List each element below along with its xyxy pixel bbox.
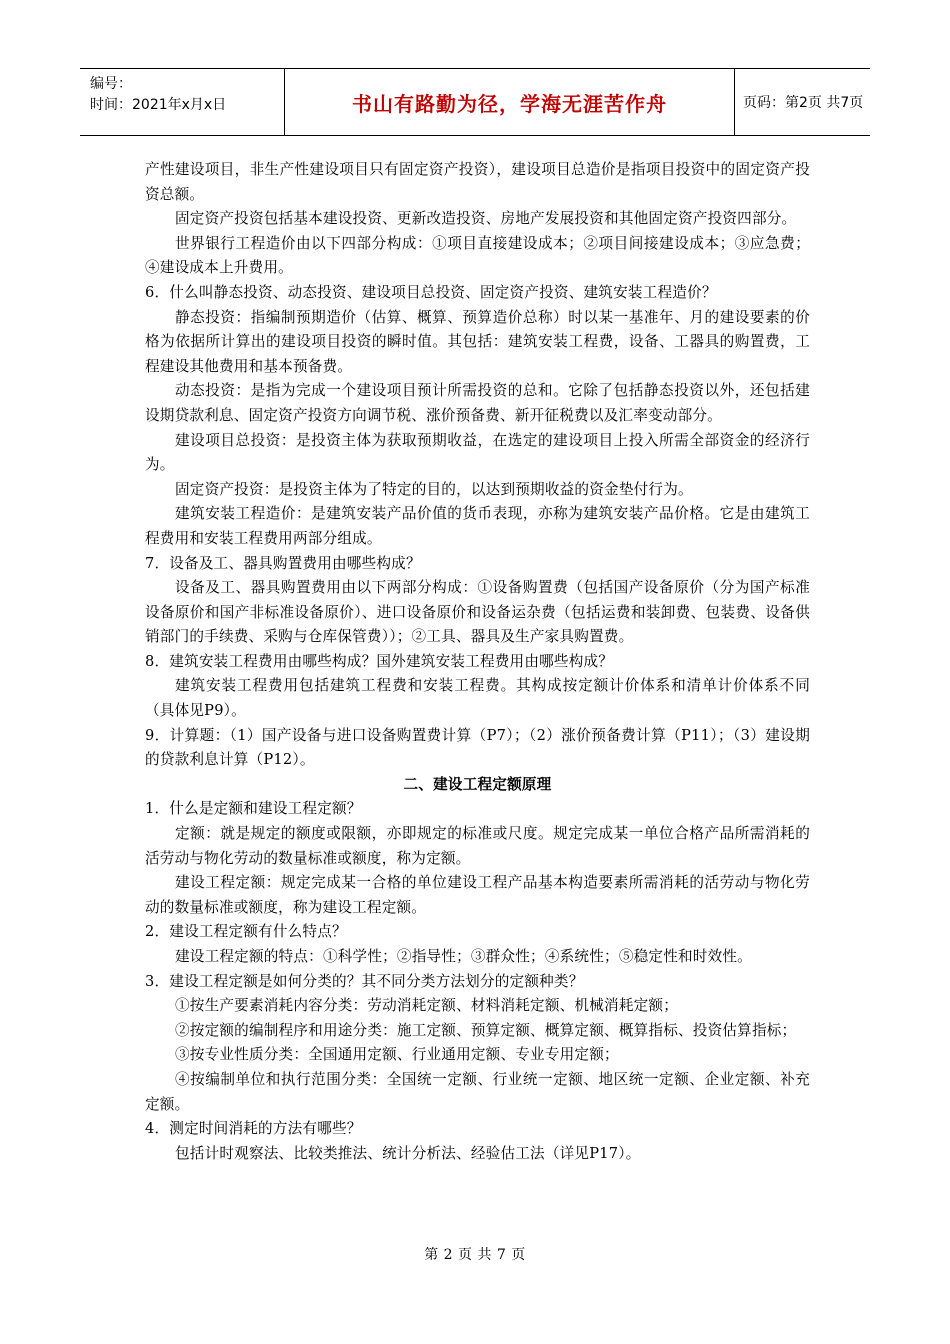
header-page-cell xyxy=(735,69,870,135)
paragraph: 固定资产投资包括基本建设投资、更新改造投资、房地产发展投资和其他固定资产投资四部分。 xyxy=(175,210,797,228)
paragraph: ③按专业性质分类：全国通用定额、行业通用定额、专业专用定额； xyxy=(175,1046,619,1064)
page-footer: 第 2 页 共 7 页 xyxy=(424,1247,526,1263)
document-body xyxy=(145,158,810,1166)
paragraph: 1．什么是定额和建设工程定额？ xyxy=(145,800,362,818)
section-heading: 二、建设工程定额原理 xyxy=(403,775,552,793)
code-label: 编号： xyxy=(90,76,132,92)
date-label: 时间：2021年x月x日 xyxy=(90,97,227,113)
header-meta xyxy=(80,69,285,135)
header-motto: 书山有路勤为径，学海无涯苦作舟 xyxy=(352,91,667,116)
header-page-label: 页码：第2页 共7页 xyxy=(743,95,864,111)
paragraph: ②按定额的编制程序和用途分类：施工定额、预算定额、概算定额、概算指标、投资估算指标； xyxy=(175,1021,797,1039)
page-header xyxy=(80,68,870,136)
paragraph: 世界银行工程造价由以下四部分构成：①项目直接建设成本；②项目间接建设成本；③应急费；④建设成本上升费用。 xyxy=(145,234,810,277)
paragraph: ④按编制单位和执行范围分类：全国统一定额、行业统一定额、地区统一定额、企业定额、补充定额。 xyxy=(145,1070,810,1113)
paragraph: 定额：就是规定的额度或限额，亦即规定的标准或尺度。规定完成某一单位合格产品所需消耗的活劳动与物化劳动的数量标准或额度，称为定额。 xyxy=(145,825,810,867)
header-motto-cell xyxy=(285,69,735,135)
paragraph: 2．建设工程定额有什么特点？ xyxy=(145,923,347,941)
paragraph: 建筑安装工程造价：是建筑安装产品价值的货币表现，亦称为建筑安装产品价格。它是由建筑工程费用和安装工程费用两部分组成。 xyxy=(145,505,810,547)
paragraph: 固定资产投资：是投资主体为了特定的目的，以达到预期收益的资金垫付行为。 xyxy=(175,480,693,498)
paragraph: 建设工程定额的特点：①科学性；②指导性；③群众性；④系统性；⑤稳定性和时效性。 xyxy=(175,948,752,965)
paragraph: 7．设备及工、器具购置费用由哪些构成？ xyxy=(145,554,421,572)
paragraph: 9．计算题：（1）国产设备与进口设备购置费计算（P7）；（2）涨价预备费计算（P11）；（3）建设期的贷款利息计算（P12）。 xyxy=(145,726,810,769)
paragraph: 6．什么叫静态投资、动态投资、建设项目总投资、固定资产投资、建筑安装工程造价？ xyxy=(145,283,717,301)
paragraph: 静态投资：指编制预期造价（估算、概算、预算造价总称）时以某一基准年、月的建设要素的价格为依据所计算出的建设项目投资的瞬时值。其包括：建筑安装工程费，设备、工器具的购置费，工程建设其他费用和基本预备费。 xyxy=(145,308,810,375)
paragraph: 产性建设项目，非生产性建设项目只有固定资产投资），建设项目总造价是指项目投资中的固定资产投资总额。 xyxy=(145,161,810,203)
paragraph: 建设工程定额：规定完成某一合格的单位建设工程产品基本构造要素所需消耗的活劳动与物化劳动的数量标准或额度，称为建设工程定额。 xyxy=(145,874,810,916)
paragraph: 建设项目总投资：是投资主体为获取预期收益，在选定的建设项目上投入所需全部资金的经济行为。 xyxy=(145,431,810,474)
paragraph: 8．建筑安装工程费用由哪些构成？国外建筑安装工程费用由哪些构成？ xyxy=(145,652,614,670)
paragraph: 建筑安装工程费用包括建筑工程费和安装工程费。其构成按定额计价体系和清单计价体系不同（具体见P9）。 xyxy=(145,677,810,720)
paragraph: 设备及工、器具购置费用由以下两部分构成：①设备购置费（包括国产设备原价（分为国产标准设备原价和国产非标准设备原价）、进口设备原价和设备运杂费（包括运费和装卸费、包装费、设备供销部门的手续费、采购与仓库保管费））；②工具、器具及生产家具购置费。 xyxy=(145,579,810,646)
paragraph: ①按生产要素消耗内容分类：劳动消耗定额、材料消耗定额、机械消耗定额； xyxy=(175,997,678,1015)
paragraph: 包括计时观察法、比较类推法、统计分析法、经验估工法（详见P17）。 xyxy=(175,1144,641,1162)
paragraph: 动态投资：是指为完成一个建设项目预计所需投资的总和。它除了包括静态投资以外，还包括建设期贷款利息、固定资产投资方向调节税、涨价预备费、新开征税费以及汇率变动部分。 xyxy=(145,382,810,424)
paragraph: 3．建设工程定额是如何分类的？其不同分类方法划分的定额种类？ xyxy=(145,972,584,990)
paragraph: 4．测定时间消耗的方法有哪些？ xyxy=(145,1120,362,1138)
